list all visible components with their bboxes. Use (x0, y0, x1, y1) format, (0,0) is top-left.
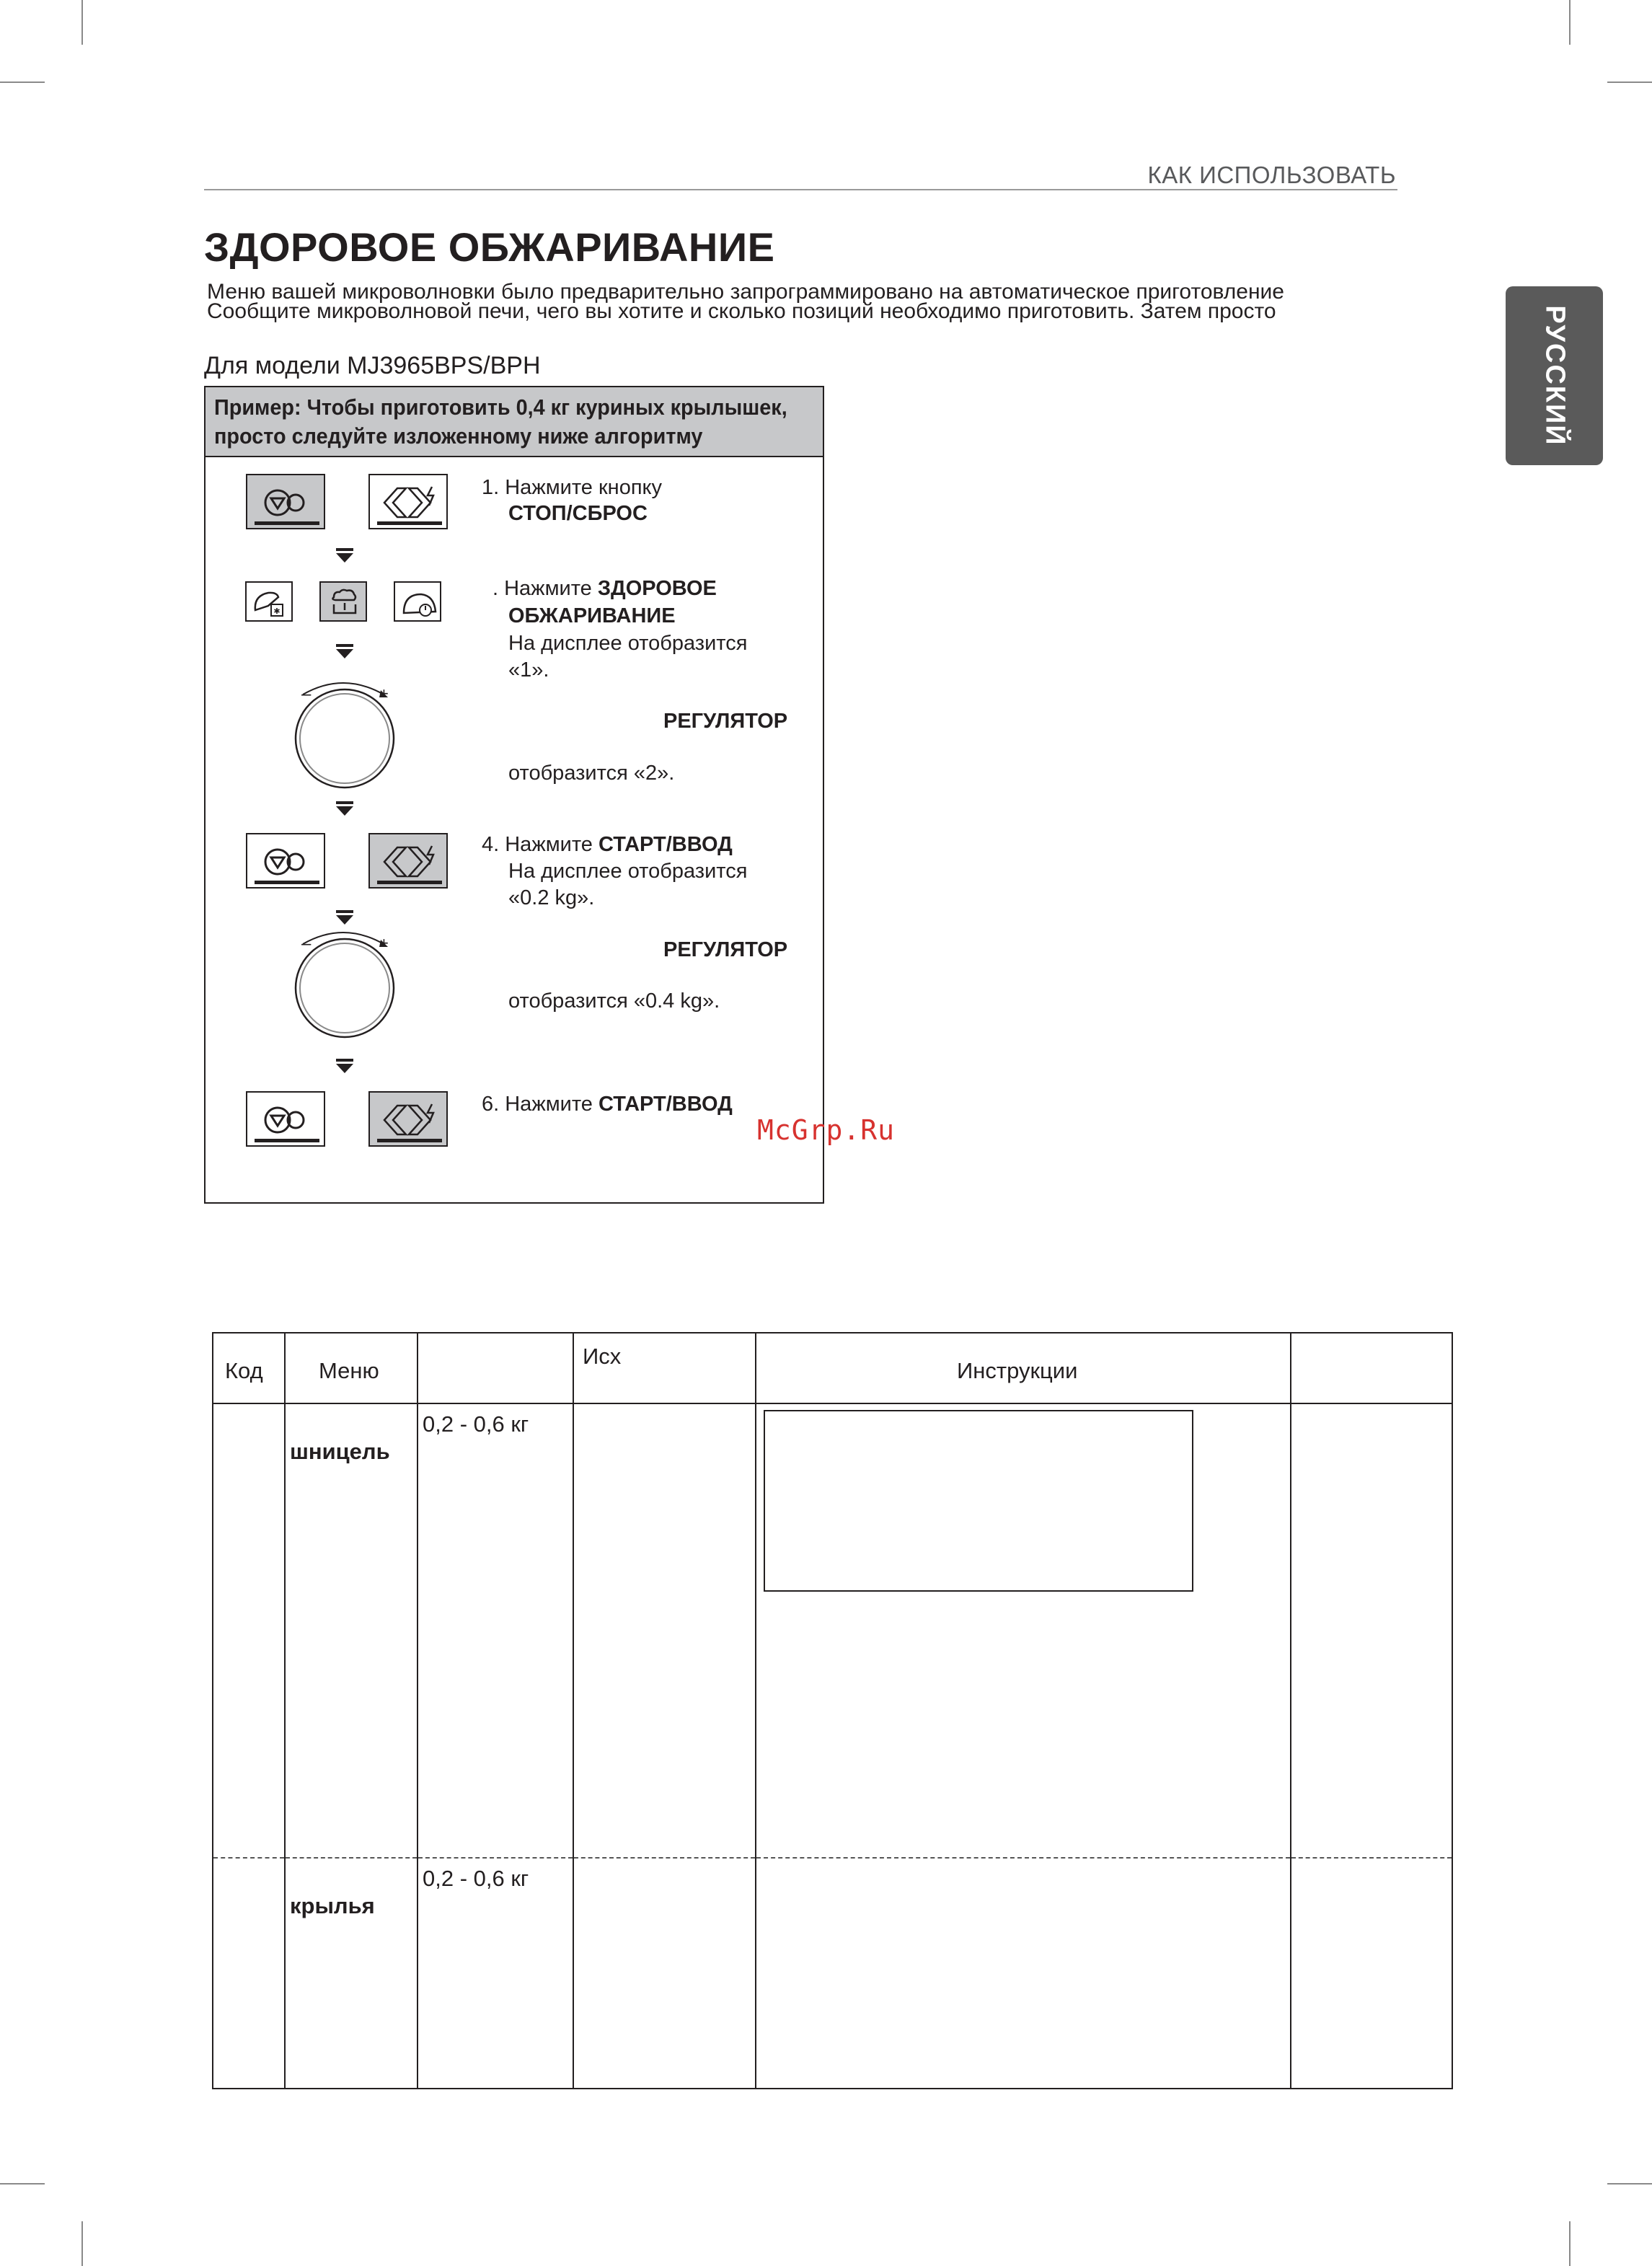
step-4-display-text: На дисплее отобразится (508, 860, 748, 883)
step-2-button-name-cont: ОБЖАРИВАНИЕ (508, 604, 676, 627)
start-enter-button[interactable] (368, 833, 448, 889)
step-6-button-name: СТАРТ/ВВОД (598, 1093, 733, 1116)
stop-reset-button[interactable] (246, 833, 325, 889)
stop-reset-button[interactable] (246, 474, 325, 529)
start-enter-button[interactable] (368, 474, 448, 529)
step-4-prefix: 4. Нажмите (482, 833, 598, 856)
crop-mark (0, 81, 45, 83)
cell-menu (285, 1403, 418, 1858)
dial-knob[interactable] (287, 674, 402, 801)
down-arrow-icon (335, 548, 355, 564)
header-utensil (573, 1333, 756, 1403)
dial-knob[interactable] (287, 927, 402, 1053)
cell-extra (1291, 1858, 1452, 2089)
crop-mark (0, 2183, 45, 2185)
intro-line-1: Меню вашей микроволновки было предварительно запрограммировано на автоматическое приготовление (207, 280, 1284, 304)
cell-instructions (756, 1858, 1291, 2089)
intro-line-2: Сообщите микроволновой печи, чего вы хотите и сколько позиций необходимо приготовить. Затем просто (207, 299, 1276, 323)
weight-range: 0,2 - 0,6 кг (423, 1411, 529, 1437)
crop-mark (1569, 2221, 1571, 2266)
watermark: McGrp.Ru (757, 1114, 896, 1146)
cell-instructions (756, 1403, 1291, 1858)
defrost-timer-button[interactable] (394, 581, 441, 622)
step-4-button-name: СТАРТ/ВВОД (598, 833, 733, 856)
dial-minus-label: – (301, 934, 312, 953)
crop-mark (1607, 81, 1652, 83)
table-row (213, 1858, 1452, 2089)
menu-name: крылья (290, 1893, 375, 1918)
cell-utensil (573, 1403, 756, 1858)
dial-plus-label: + (379, 934, 389, 952)
step-3-display-value: отобразится «2». (508, 762, 675, 785)
svg-text:✱: ✱ (273, 607, 281, 616)
step-2-prefix: . Нажмите (492, 577, 598, 600)
cell-code (213, 1858, 285, 2089)
down-arrow-icon (335, 644, 355, 660)
menu-name: шницель (290, 1439, 390, 1464)
header-extra (1291, 1333, 1452, 1403)
crop-mark (81, 0, 83, 45)
down-arrow-icon (335, 801, 355, 817)
auto-cook-button[interactable] (245, 581, 293, 622)
instructions-box (764, 1410, 1193, 1592)
step-4-text (482, 833, 733, 857)
cell-menu (285, 1858, 418, 2089)
cell-code (213, 1403, 285, 1858)
cell-utensil (573, 1858, 756, 2089)
healthy-fry-button[interactable] (319, 581, 367, 622)
down-arrow-icon (335, 910, 355, 926)
cook-menu-table (212, 1332, 1453, 2089)
step-2-button-name: ЗДОРОВОЕ (597, 577, 717, 600)
page-title: ЗДОРОВОЕ ОБЖАРИВАНИЕ (204, 224, 775, 270)
step-5-display-value: отобразится «0.4 kg». (508, 989, 720, 1013)
example-heading-line-1: Пример: Чтобы приготовить 0,4 кг куриных крылышек, (214, 394, 787, 420)
header-instructions (756, 1333, 1291, 1403)
step-4-display-value: «0.2 kg». (508, 886, 595, 909)
header-instructions-label: Инструкции (957, 1358, 1078, 1383)
cell-weight (418, 1403, 573, 1858)
step-2-display-text: На дисплее отобразится (508, 632, 748, 655)
down-arrow-icon (335, 1059, 355, 1075)
example-heading (206, 387, 823, 457)
header-menu-label: Меню (319, 1358, 379, 1383)
step-2-text (492, 577, 717, 601)
step-1-text: 1. Нажмите кнопку (482, 476, 663, 499)
table-row (213, 1403, 1452, 1858)
header-code-label: Код (225, 1358, 263, 1383)
crop-mark (1607, 2183, 1652, 2185)
model-label: Для модели MJ3965BPS/BPH (204, 352, 541, 379)
section-header: КАК ИСПОЛЬЗОВАТЬ (1147, 162, 1396, 188)
crop-mark (1569, 0, 1571, 45)
crop-mark (81, 2221, 83, 2266)
header-rule (204, 189, 1397, 190)
dial-plus-label: + (379, 684, 389, 702)
example-heading-line-2: просто следуйте изложенному ниже алгоритму (214, 423, 703, 449)
header-weight (418, 1333, 573, 1403)
stop-reset-button[interactable] (246, 1091, 325, 1147)
step-6-text (482, 1093, 733, 1116)
step-1-button-name: СТОП/СБРОС (508, 502, 648, 525)
header-menu (285, 1333, 418, 1403)
table-header-row (213, 1333, 1452, 1403)
cell-extra (1291, 1403, 1452, 1858)
step-6-prefix: 6. Нажмите (482, 1093, 598, 1116)
step-2-display-value: «1». (508, 658, 549, 682)
step-3-dial-name: РЕГУЛЯТОР (663, 710, 788, 733)
cell-weight (418, 1858, 573, 2089)
header-code (213, 1333, 285, 1403)
language-tab-label: РУССКИЙ (1540, 305, 1570, 446)
header-utensil-label: Исх (583, 1344, 622, 1369)
weight-range: 0,2 - 0,6 кг (423, 1866, 529, 1891)
start-enter-button[interactable] (368, 1091, 448, 1147)
language-tab (1506, 286, 1603, 465)
step-5-dial-name: РЕГУЛЯТОР (663, 938, 788, 961)
dial-minus-label: – (301, 684, 312, 704)
